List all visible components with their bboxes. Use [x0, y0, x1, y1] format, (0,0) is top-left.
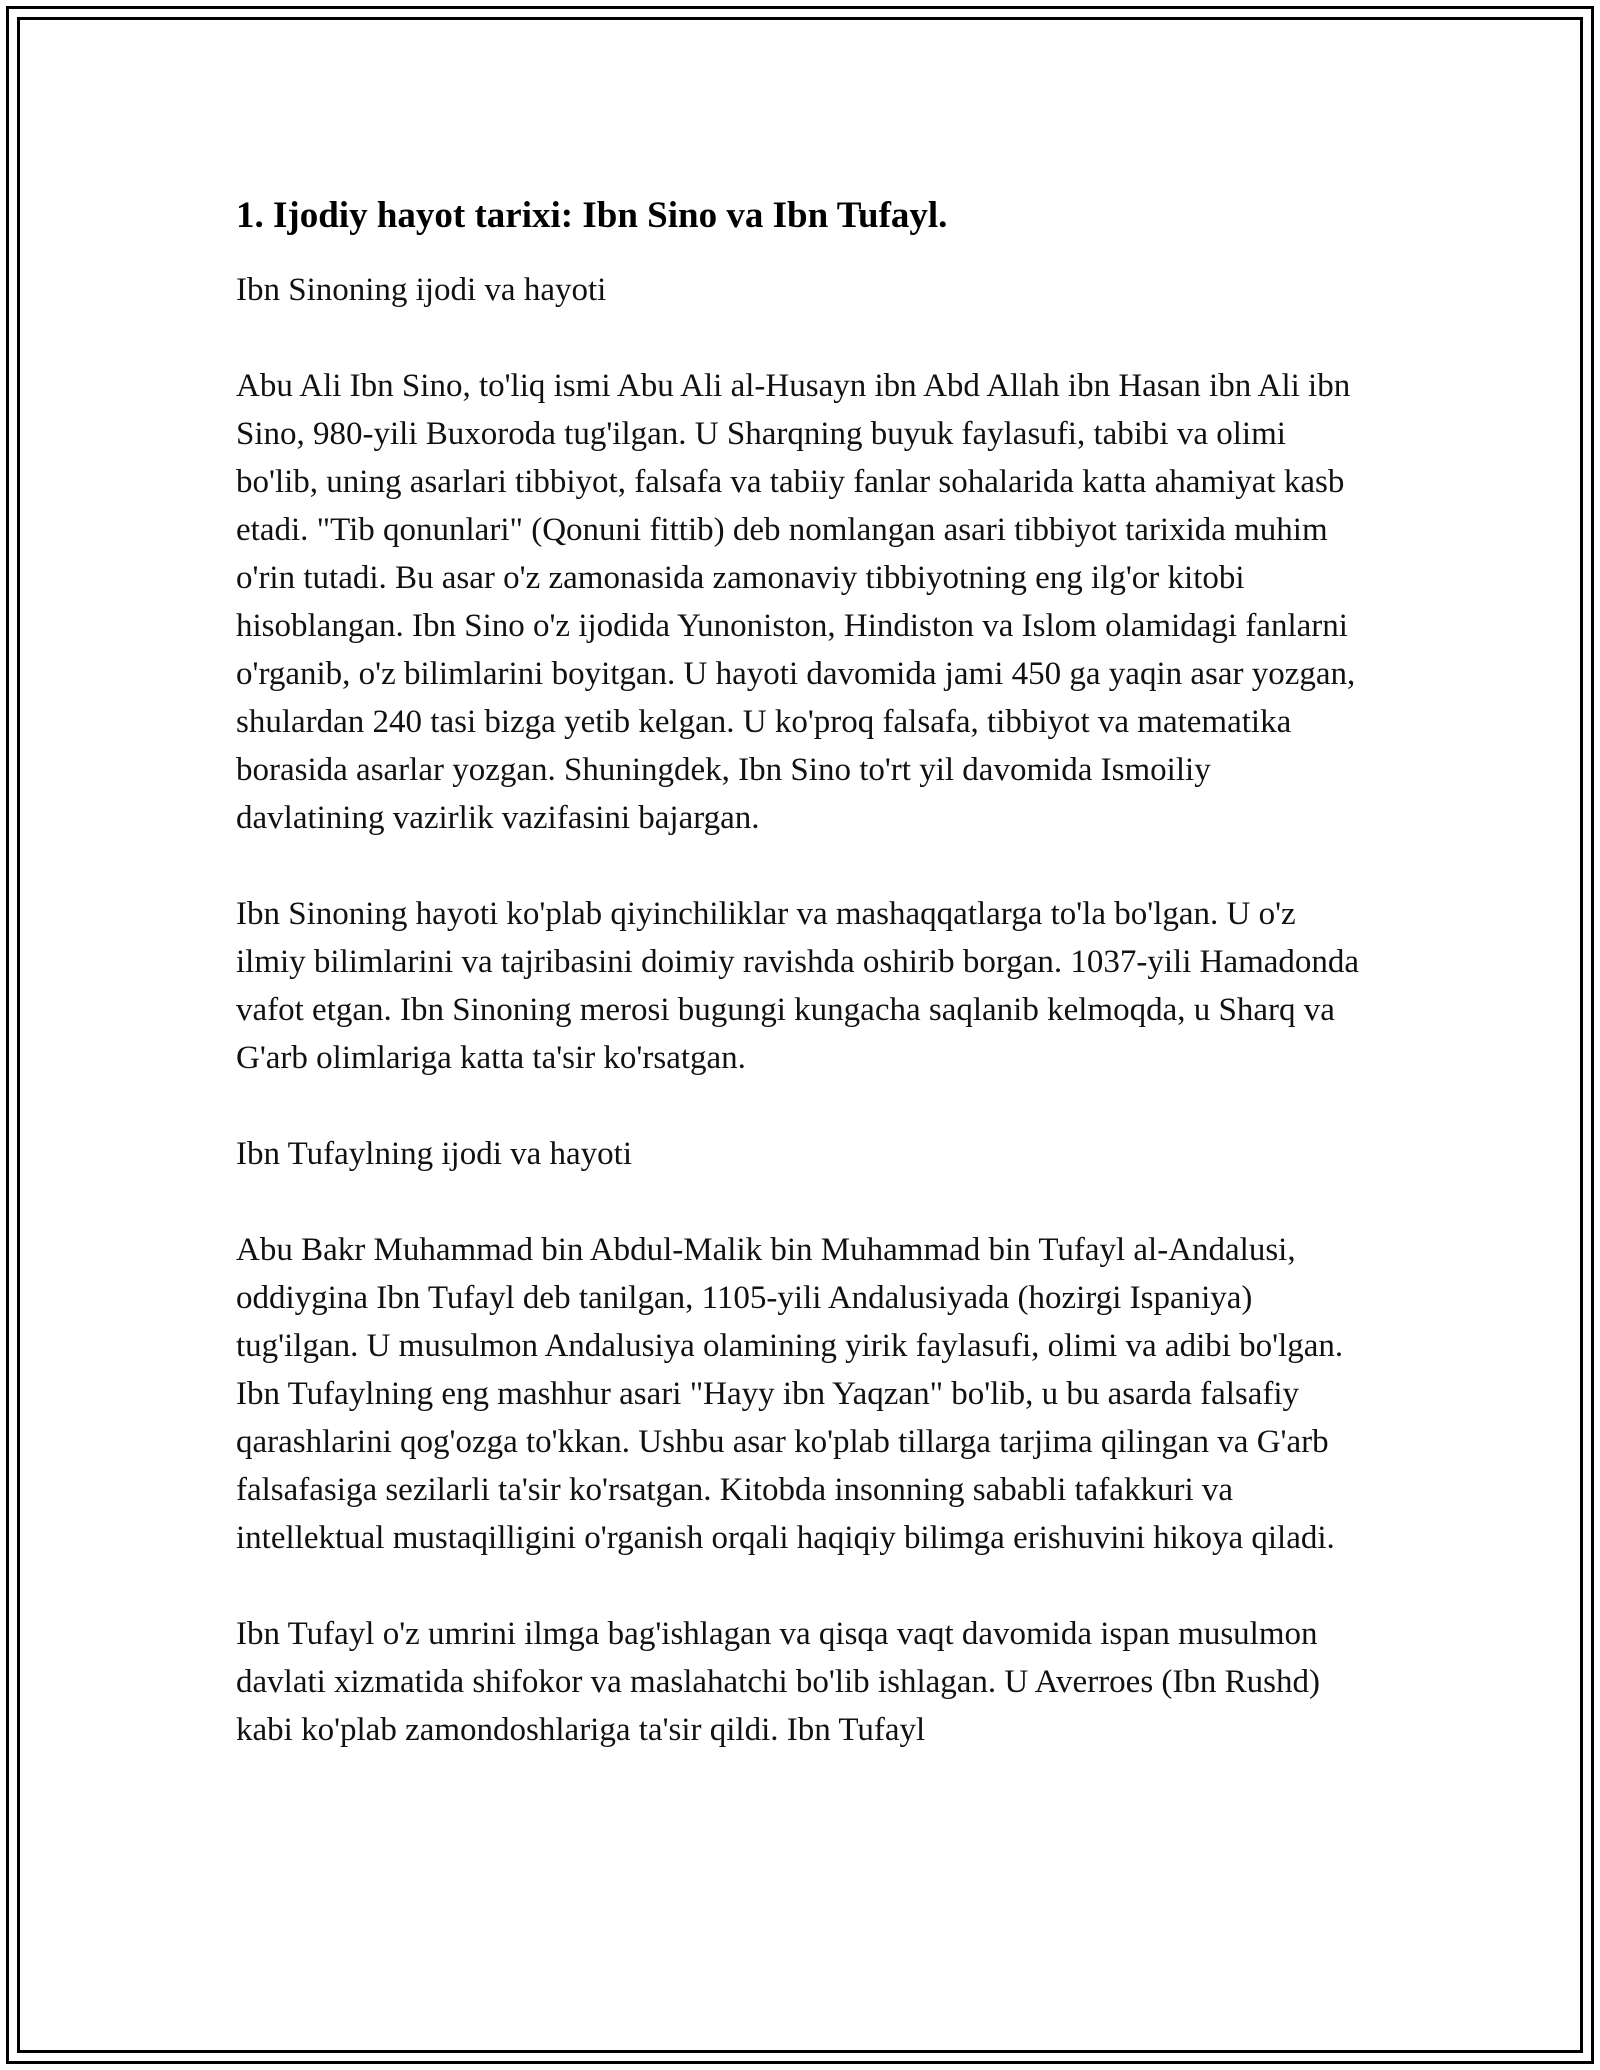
section-ibn-tufayl: [236, 1130, 1366, 1754]
document-title: 1. Ijodiy hayot tarixi: Ibn Sino va Ibn Tufayl.: [236, 195, 948, 236]
section-ibn-sino: [236, 266, 1366, 1130]
spacer: [236, 240, 1366, 266]
spacer: [236, 314, 1366, 362]
spacer: [236, 1082, 1366, 1130]
spacer: [236, 842, 1366, 890]
section-subheading: Ibn Tufaylning ijodi va hayoti: [236, 1136, 632, 1172]
spacer: [236, 1562, 1366, 1610]
paragraph: Ibn Tufayl o'z umrini ilmga bag'ishlagan va qisqa vaqt davomida ispan musulmon davlati xizmatida shifokor va maslahatchi bo'lib ishlagan. U Averroes (Ibn Rushd) kabi ko'plab zamondoshlariga ta'sir qildi. Ibn Tufayl: [236, 1616, 1320, 1748]
spacer: [236, 1178, 1366, 1226]
paragraph: Abu Bakr Muhammad bin Abdul-Malik bin Muhammad bin Tufayl al-Andalusi, oddiygina Ibn Tufayl deb tanilgan, 1105-yili Andalusiyada (hozirgi Ispaniya) tug'ilgan. U musulmon Andalusiya olamining yirik faylasufi, olimi va adibi bo'lgan. Ibn Tufaylning eng mashhur asari "Hayy ibn Yaqzan" bo'lib, u bu asarda falsafiy qarashlarini qog'ozga to'kkan. Ushbu asar ko'plab tillarga tarjima qilingan va G'arb falsafasiga sezilarli ta'sir ko'rsatgan. Kitobda insonning sababli tafakkuri va intellektual mustaqilligini o'rganish orqali haqiqiy bilimga erishuvini hikoya qiladi.: [236, 1232, 1344, 1556]
document-body: [236, 192, 1366, 1754]
paragraph: Ibn Sinoning hayoti ko'plab qiyinchiliklar va mashaqqatlarga to'la bo'lgan. U o'z ilmiy bilimlarini va tajribasini doimiy ravishda oshirib borgan. 1037-yili Hamadonda vafot etgan. Ibn Sinoning merosi bugungi kungacha saqlanib kelmoqda, u Sharq va G'arb olimlariga katta ta'sir ko'rsatgan.: [236, 896, 1360, 1076]
section-subheading: Ibn Sinoning ijodi va hayoti: [236, 272, 607, 308]
paragraph: Abu Ali Ibn Sino, to'liq ismi Abu Ali al-Husayn ibn Abd Allah ibn Hasan ibn Ali ibn Sino, 980-yili Buxoroda tug'ilgan. U Sharqning buyuk faylasufi, tabibi va olimi bo'lib, uning asarlari tibbiyot, falsafa va tabiiy fanlar sohalarida katta ahamiyat kasb etadi. "Tib qonunlari" (Qonuni fittib) deb nomlangan asari tibbiyot tarixida muhim o'rin tutadi. Bu asar o'z zamonasida zamonaviy tibbiyotning eng ilg'or kitobi hisoblangan. Ibn Sino o'z ijodida Yunoniston, Hindiston va Islom olamidagi fanlarni o'rganib, o'z bilimlarini boyitgan. U hayoti davomida jami 450 ga yaqin asar yozgan, shulardan 240 tasi bizga yetib kelgan. U ko'proq falsafa, tibbiyot va matematika borasida asarlar yozgan. Shuningdek, Ibn Sino to'rt yil davomida Ismoiliy davlatining vazirlik vazifasini bajargan.: [236, 368, 1356, 836]
